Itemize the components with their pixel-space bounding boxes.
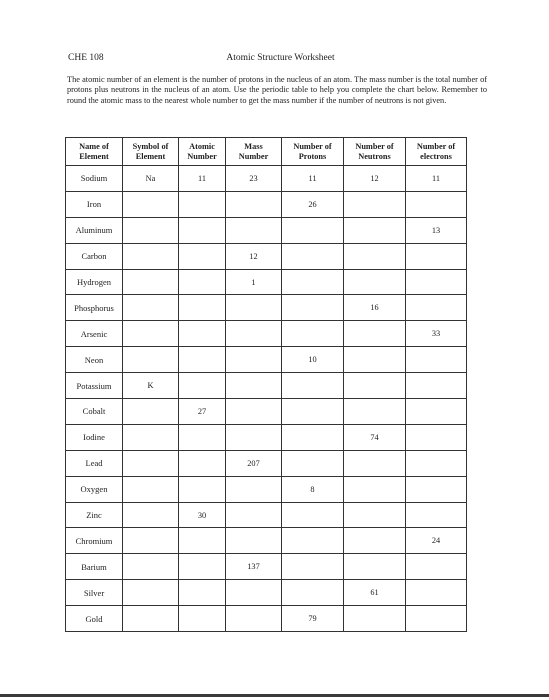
table-row — [66, 606, 467, 632]
answer-cell[interactable] — [179, 321, 226, 347]
table-row — [66, 295, 467, 321]
answer-cell[interactable] — [226, 373, 282, 399]
answer-cell[interactable] — [226, 191, 282, 217]
column-header-line: Number — [238, 151, 269, 161]
answer-cell[interactable] — [123, 424, 179, 450]
answer-cell[interactable] — [406, 243, 467, 269]
answer-cell[interactable] — [282, 554, 344, 580]
answer-cell[interactable] — [179, 580, 226, 606]
element-name-cell: Silver — [66, 580, 123, 606]
instructions-paragraph: The atomic number of an element is the number of protons in the nucleus of an atom. The mass number is the total number of protons plus neutrons in the nucleus of an atom. Use the periodic table to help you complete the chart below. Remember to round the atomic mass to the nearest whole number to get the mass number if the number of neutrons is not given. — [67, 75, 487, 105]
answer-cell[interactable]: 11 — [406, 166, 467, 192]
table-header-row — [66, 138, 467, 166]
course-code: CHE 108 — [68, 53, 104, 63]
answer-cell[interactable] — [406, 502, 467, 528]
table-row — [66, 424, 467, 450]
answer-cell[interactable] — [406, 347, 467, 373]
answer-cell[interactable] — [406, 399, 467, 425]
column-header-line: Mass — [244, 141, 263, 151]
answer-cell[interactable]: 27 — [179, 399, 226, 425]
atomic-structure-table — [65, 137, 467, 632]
table-row — [66, 373, 467, 399]
answer-cell[interactable]: 61 — [344, 580, 406, 606]
answer-cell[interactable] — [226, 295, 282, 321]
column-header-line: electrons — [420, 151, 452, 161]
answer-cell[interactable]: 137 — [226, 554, 282, 580]
column-header-line: Element — [135, 151, 166, 161]
answer-cell[interactable] — [179, 269, 226, 295]
element-name-cell: Neon — [66, 347, 123, 373]
bottom-edge-line — [0, 694, 549, 697]
answer-cell[interactable] — [226, 321, 282, 347]
column-header-line: Protons — [298, 151, 327, 161]
answer-cell[interactable] — [282, 424, 344, 450]
column-header-line: Neutrons — [358, 151, 391, 161]
element-name-cell: Hydrogen — [66, 269, 123, 295]
answer-cell[interactable] — [226, 399, 282, 425]
answer-cell[interactable]: 12 — [344, 166, 406, 192]
answer-cell[interactable] — [123, 502, 179, 528]
answer-cell[interactable] — [123, 606, 179, 632]
answer-cell[interactable] — [226, 528, 282, 554]
table-row — [66, 191, 467, 217]
answer-cell[interactable] — [406, 269, 467, 295]
element-name-cell: Iodine — [66, 424, 123, 450]
table-row — [66, 321, 467, 347]
answer-cell[interactable] — [406, 580, 467, 606]
answer-cell[interactable]: 24 — [406, 528, 467, 554]
element-name-cell: Gold — [66, 606, 123, 632]
element-name-cell: Carbon — [66, 243, 123, 269]
answer-cell[interactable] — [344, 269, 406, 295]
column-header — [226, 138, 282, 166]
worksheet-title: Atomic Structure Worksheet — [226, 53, 335, 63]
answer-cell[interactable] — [123, 217, 179, 243]
answer-cell[interactable]: 12 — [226, 243, 282, 269]
answer-cell[interactable] — [344, 321, 406, 347]
answer-cell[interactable] — [344, 191, 406, 217]
table-row — [66, 347, 467, 373]
element-name-cell: Oxygen — [66, 476, 123, 502]
element-name-cell: Cobalt — [66, 399, 123, 425]
table-row — [66, 217, 467, 243]
answer-cell[interactable] — [406, 554, 467, 580]
answer-cell[interactable] — [179, 191, 226, 217]
answer-cell[interactable] — [179, 347, 226, 373]
answer-cell[interactable] — [344, 243, 406, 269]
answer-cell[interactable] — [123, 450, 179, 476]
element-name-cell: Phosphorus — [66, 295, 123, 321]
answer-cell[interactable]: 11 — [179, 166, 226, 192]
answer-cell[interactable] — [179, 295, 226, 321]
column-header-line: Name of — [79, 141, 109, 151]
answer-cell[interactable] — [123, 243, 179, 269]
column-header — [406, 138, 467, 166]
element-name-cell: Chromium — [66, 528, 123, 554]
answer-cell[interactable] — [282, 528, 344, 554]
answer-cell[interactable] — [282, 295, 344, 321]
element-name-cell: Arsenic — [66, 321, 123, 347]
answer-cell[interactable]: 74 — [344, 424, 406, 450]
element-name-cell: Barium — [66, 554, 123, 580]
answer-cell[interactable]: 30 — [179, 502, 226, 528]
answer-cell[interactable] — [123, 295, 179, 321]
column-header — [344, 138, 406, 166]
answer-cell[interactable] — [344, 347, 406, 373]
table-row — [66, 528, 467, 554]
table-row — [66, 269, 467, 295]
answer-cell[interactable] — [179, 373, 226, 399]
answer-cell[interactable]: 8 — [282, 476, 344, 502]
answer-cell[interactable] — [123, 191, 179, 217]
answer-cell[interactable]: 79 — [282, 606, 344, 632]
answer-cell[interactable] — [179, 243, 226, 269]
answer-cell[interactable]: 11 — [282, 166, 344, 192]
element-name-cell: Zinc — [66, 502, 123, 528]
element-name-cell: Lead — [66, 450, 123, 476]
table-row — [66, 554, 467, 580]
column-header — [66, 138, 123, 166]
answer-cell[interactable]: Na — [123, 166, 179, 192]
column-header — [282, 138, 344, 166]
answer-cell[interactable] — [179, 554, 226, 580]
answer-cell[interactable] — [344, 476, 406, 502]
answer-cell[interactable] — [123, 554, 179, 580]
column-header-line: Number of — [293, 141, 332, 151]
answer-cell[interactable] — [226, 606, 282, 632]
answer-cell[interactable]: 23 — [226, 166, 282, 192]
element-name-cell: Potassium — [66, 373, 123, 399]
answer-cell[interactable] — [179, 476, 226, 502]
column-header-line: Atomic — [189, 141, 215, 151]
answer-cell[interactable] — [344, 528, 406, 554]
answer-cell[interactable] — [282, 269, 344, 295]
answer-cell[interactable] — [406, 373, 467, 399]
answer-cell[interactable] — [344, 399, 406, 425]
answer-cell[interactable] — [123, 347, 179, 373]
answer-cell[interactable] — [179, 606, 226, 632]
answer-cell[interactable]: 207 — [226, 450, 282, 476]
answer-cell[interactable] — [344, 554, 406, 580]
table-row — [66, 399, 467, 425]
answer-cell[interactable] — [344, 450, 406, 476]
answer-cell[interactable] — [123, 580, 179, 606]
table-row — [66, 166, 467, 192]
answer-cell[interactable] — [406, 191, 467, 217]
table-row — [66, 580, 467, 606]
answer-cell[interactable] — [179, 217, 226, 243]
element-name-cell: Sodium — [66, 166, 123, 192]
answer-cell[interactable] — [344, 606, 406, 632]
answer-cell[interactable]: 10 — [282, 347, 344, 373]
answer-cell[interactable]: 13 — [406, 217, 467, 243]
answer-cell[interactable] — [282, 217, 344, 243]
table-body — [66, 166, 467, 632]
answer-cell[interactable] — [282, 243, 344, 269]
answer-cell[interactable] — [226, 424, 282, 450]
table-row — [66, 476, 467, 502]
answer-cell[interactable] — [282, 580, 344, 606]
column-header — [123, 138, 179, 166]
answer-cell[interactable] — [226, 347, 282, 373]
answer-cell[interactable] — [226, 476, 282, 502]
table-row — [66, 502, 467, 528]
answer-cell[interactable] — [406, 424, 467, 450]
element-name-cell: Iron — [66, 191, 123, 217]
column-header-line: Number — [187, 151, 217, 161]
answer-cell[interactable]: 1 — [226, 269, 282, 295]
answer-cell[interactable] — [344, 217, 406, 243]
column-header-line: Number of — [416, 141, 456, 151]
table-row — [66, 243, 467, 269]
answer-cell[interactable] — [179, 528, 226, 554]
answer-cell[interactable] — [123, 528, 179, 554]
answer-cell[interactable]: K — [123, 373, 179, 399]
answer-cell[interactable] — [344, 502, 406, 528]
answer-cell[interactable]: 16 — [344, 295, 406, 321]
answer-cell[interactable] — [282, 321, 344, 347]
column-header-line: Element — [79, 151, 109, 161]
answer-cell[interactable]: 33 — [406, 321, 467, 347]
element-name-cell: Aluminum — [66, 217, 123, 243]
answer-cell[interactable] — [123, 269, 179, 295]
answer-cell[interactable] — [226, 580, 282, 606]
answer-cell[interactable] — [406, 606, 467, 632]
answer-cell[interactable] — [226, 502, 282, 528]
column-header-line: Number of — [355, 141, 394, 151]
table-row — [66, 450, 467, 476]
answer-cell[interactable] — [226, 217, 282, 243]
answer-cell[interactable] — [123, 476, 179, 502]
answer-cell[interactable] — [406, 476, 467, 502]
column-header — [179, 138, 226, 166]
answer-cell[interactable] — [179, 424, 226, 450]
answer-cell[interactable] — [123, 399, 179, 425]
answer-cell[interactable] — [406, 450, 467, 476]
answer-cell[interactable] — [406, 295, 467, 321]
answer-cell[interactable] — [179, 450, 226, 476]
answer-cell[interactable] — [123, 321, 179, 347]
column-header-line: Symbol of — [132, 141, 169, 151]
answer-cell[interactable]: 26 — [282, 191, 344, 217]
answer-cell[interactable] — [282, 502, 344, 528]
answer-cell[interactable] — [282, 450, 344, 476]
answer-cell[interactable] — [344, 373, 406, 399]
answer-cell[interactable] — [282, 373, 344, 399]
answer-cell[interactable] — [282, 399, 344, 425]
